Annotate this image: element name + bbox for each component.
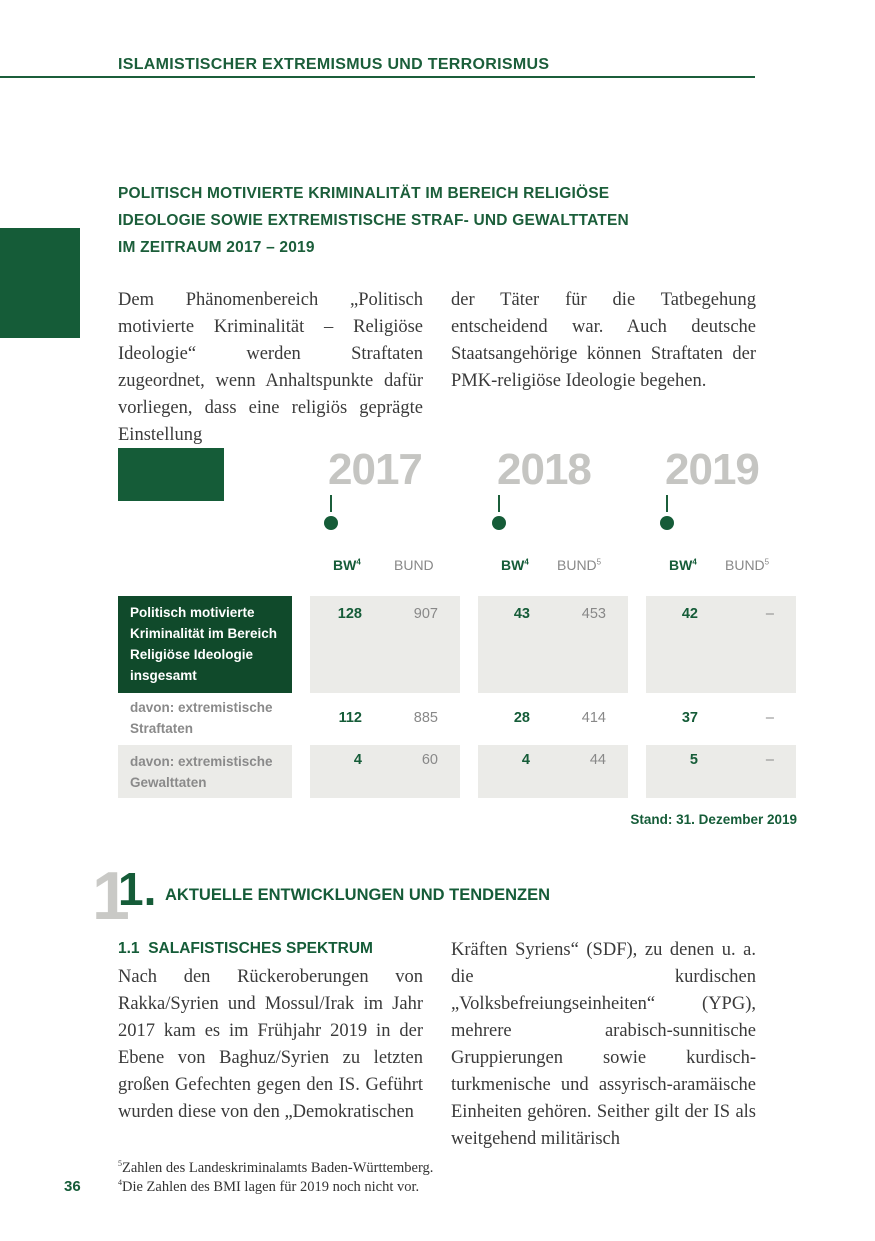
- page-number: 36: [64, 1178, 81, 1195]
- table-cell: 128: [337, 606, 362, 622]
- table-cell: 5: [689, 752, 698, 768]
- side-tab-marker: [0, 228, 80, 338]
- timeline-tick: [330, 495, 332, 512]
- timeline-dot: [324, 516, 338, 530]
- chapter-title: AKTUELLE ENTWICKLUNGEN UND TENDENZEN: [165, 886, 550, 904]
- row-label-straftaten: davon: extremistische Straftaten: [130, 700, 273, 736]
- body-text-right: [451, 937, 756, 1153]
- footnote: $^5$Zahlen des Landeskriminalamts Baden-Württemberg.: [118, 1159, 434, 1176]
- table-cell: 885: [413, 710, 438, 726]
- table-cell: –: [765, 710, 774, 726]
- table-cell: 414: [581, 710, 606, 726]
- row-label-gewalttaten: davon: extremistische Gewalttaten: [118, 745, 292, 798]
- body-paragraph-left: Nach den Rückeroberungen von Rakka/Syrien und Mossul/Irak im Jahr 2017 kam es im Frühjahr 2019 in der Ebene von Baghuz/Syrien zu letzten großen Gefechten gegen den IS. Geführt wurden diese von den „Demokratischen: [118, 967, 423, 1122]
- timeline-tick: [498, 495, 500, 512]
- table-cell: 44: [589, 752, 606, 768]
- header-rule: [0, 76, 755, 78]
- year-2018-label: 2018: [497, 445, 591, 494]
- timeline-dot: [492, 516, 506, 530]
- col-head-bund-2019: BUND$^5$: [725, 557, 770, 573]
- subsection-title: SALAFISTISCHES SPEKTRUM: [148, 940, 373, 957]
- chapter-number-large: 1: [92, 858, 126, 934]
- section-heading-line: IDEOLOGIE SOWIE EXTREMISTISCHE STRAF- UND GEWALTTATEN: [118, 212, 629, 229]
- table-cell: 42: [681, 606, 698, 622]
- section-heading-line: IM ZEITRAUM 2017 – 2019: [118, 239, 315, 256]
- table-cell: –: [765, 606, 774, 622]
- table-label-box: [118, 448, 224, 501]
- chapter-number: 1.: [118, 863, 157, 915]
- table-cell: 43: [513, 606, 530, 622]
- col-head-bw-2018: $BW^4$: [501, 557, 529, 573]
- col-head-bund-2018: BUND$^5$: [557, 557, 602, 573]
- section-heading-line: POLITISCH MOTIVIERTE KRIMINALITÄT IM BEREICH RELIGIÖSE: [118, 185, 610, 202]
- year-2019-label: 2019: [665, 445, 759, 494]
- col-head-bund-2017: BUND: [394, 557, 434, 573]
- body-text-left: [118, 964, 423, 1126]
- footnotes: [118, 1159, 433, 1197]
- intro-text-left: [118, 287, 423, 449]
- table-cell: 907: [413, 606, 438, 622]
- intro-text-right: [451, 287, 756, 395]
- intro-paragraph-left: Dem Phänomenbereich „Politisch motivierte Kriminalität – Religiöse Ideologie“ werden Straftaten zugeordnet, wenn Anhaltspunkte dafür vorliegen, dass eine religiös geprägte Einstellung: [118, 290, 423, 445]
- subsection-number: 1.1: [118, 940, 140, 957]
- timeline-dot: [660, 516, 674, 530]
- intro-paragraph-right: der Täter für die Tatbegehung entscheidend war. Auch deutsche Staatsangehörige können Straftaten der PMK-religiöse Ideologie begehen.: [451, 290, 756, 391]
- subsection-heading: [118, 940, 373, 958]
- section-heading: [118, 180, 678, 261]
- table-cell: 4: [353, 752, 362, 768]
- table-cell: 60: [421, 752, 438, 768]
- table-cell: –: [765, 752, 774, 768]
- table-cell: 112: [338, 710, 362, 726]
- col-head-bw-2019: $BW^4$: [669, 557, 697, 573]
- body-paragraph-right: Kräften Syriens“ (SDF), zu denen u. a. die kurdischen „Volksbefreiungseinheiten“ (YPG), mehrere arabisch-sunnitische Gruppierungen sowie kurdisch-turkmenische und assyrisch-aramäische Einheiten gehören. Seither gilt der IS als weitgehend militärisch: [451, 940, 756, 1149]
- table-cell: 37: [681, 710, 698, 726]
- col-head-bw-2017: $BW^4$: [333, 557, 361, 573]
- table-cell: 4: [521, 752, 530, 768]
- timeline-tick: [666, 495, 668, 512]
- row-label-total: Politisch motivierte Kriminalität im Bereich Religiöse Ideologie insgesamt: [118, 596, 292, 693]
- table-cell: 453: [581, 606, 606, 622]
- year-2017-label: 2017: [328, 445, 422, 494]
- running-head-title: ISLAMISTISCHER EXTREMISMUS UND TERRORISMUS: [118, 56, 550, 73]
- table-date-note: Stand: 31. Dezember 2019: [630, 812, 797, 827]
- footnote: $^4$Die Zahlen des BMI lagen für 2019 noch nicht vor.: [118, 1178, 420, 1195]
- table-cell: 28: [513, 710, 530, 726]
